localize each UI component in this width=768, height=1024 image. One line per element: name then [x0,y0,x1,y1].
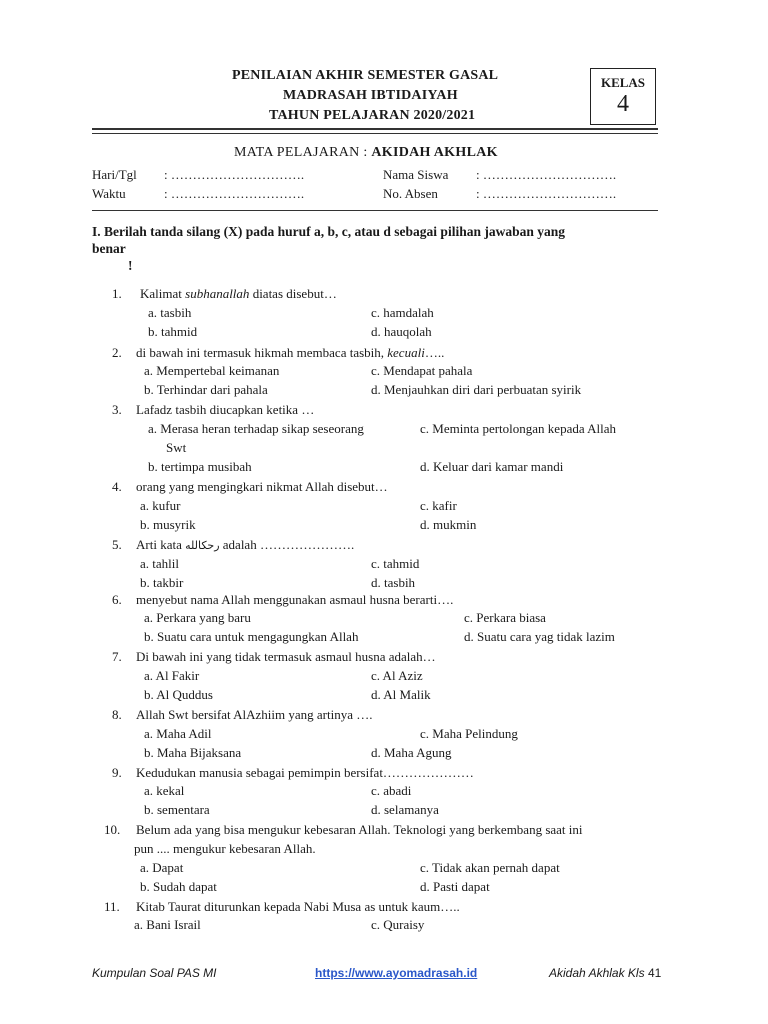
option[interactable]: c. kafir [420,498,457,513]
instruction [92,223,662,274]
option[interactable]: b. Maha Bijaksana [144,745,242,760]
question-text: Allah Swt bersifat AlAzhiim yang artinya …. [136,707,373,722]
waktu-value: : …………………………. [164,186,305,201]
option[interactable]: b. musyrik [140,517,196,532]
question-number: 6. [112,592,122,607]
hari-label: Hari/Tgl [92,167,137,182]
option[interactable]: d. hauqolah [371,324,432,339]
subject-label: MATA PELAJARAN : [234,145,372,160]
question-number: 4. [112,479,122,494]
question-text: Kalimat subhanallah diatas disebut… [140,286,337,301]
subject-line [234,145,498,161]
question-text: menyebut nama Allah menggunakan asmaul husna berarti…. [136,592,454,607]
option[interactable]: a. Mempertebal keimanan [144,363,280,378]
option[interactable]: d. Al Malik [371,687,431,702]
option[interactable]: b. sementara [144,802,210,817]
option[interactable]: a. Bani Israil [134,917,201,932]
question-text: Kedudukan manusia sebagai pemimpin bersifat………………… [136,765,474,780]
option[interactable]: c. Quraisy [371,917,425,932]
footer-right: Akidah Akhlak Kls 41 [549,966,662,980]
header-title-line1: PENILAIAN AKHIR SEMESTER GASAL [232,68,499,83]
nama-value: : …………………………. [476,167,617,182]
hari-value: : …………………………. [164,167,305,182]
question-number: 11. [104,899,120,914]
option[interactable]: c. Al Aziz [371,668,423,683]
info-divider [92,210,658,211]
footer-link[interactable] [315,966,477,980]
question-text: Kitab Taurat diturunkan kepada Nabi Musa as untuk kaum….. [136,899,460,914]
question-number: 1. [112,286,122,301]
option[interactable]: c. abadi [371,783,412,798]
header-title-line3: TAHUN PELAJARAN 2020/2021 [269,108,476,123]
option[interactable]: b. Sudah dapat [140,879,217,894]
option[interactable]: d. Menjauhkan diri dari perbuatan syirik [371,382,582,397]
option[interactable]: b. Terhindar dari pahala [144,382,268,397]
question-number: 3. [112,402,122,417]
instruction-line2: benar [92,241,126,256]
option[interactable]: b. Suatu cara untuk mengagungkan Allah [144,629,359,644]
option-continuation: Swt [166,440,187,455]
question-text: Lafadz tasbih diucapkan ketika … [136,402,315,417]
option[interactable]: d. mukmin [420,517,477,532]
option[interactable]: d. Pasti dapat [420,879,490,894]
question-text: di bawah ini termasuk hikmah membaca tasbih, kecuali….. [136,345,445,360]
question-text: Di bawah ini yang tidak termasuk asmaul husna adalah… [136,649,436,664]
option[interactable]: a. Perkara yang baru [144,610,251,625]
question-number: 8. [112,707,122,722]
question-number: 5. [112,537,122,552]
option[interactable]: a. Maha Adil [144,726,212,741]
option[interactable]: d. Keluar dari kamar mandi [420,459,564,474]
option[interactable]: c. Maha Pelindung [420,726,518,741]
question-text: orang yang mengingkari nikmat Allah disebut… [136,479,388,494]
question-text-continuation: pun .... mengukur kebesaran Allah. [134,841,316,856]
option[interactable]: c. Meminta pertolongan kepada Allah [420,421,617,436]
website-link[interactable]: https://www.ayomadrasah.id [315,966,478,980]
option[interactable]: b. tertimpa musibah [148,459,252,474]
nama-label: Nama Siswa [383,167,449,182]
option[interactable]: a. tasbih [148,305,192,320]
option[interactable]: b. Al Quddus [144,687,213,702]
option[interactable]: a. Al Fakir [144,668,200,683]
page-number: 41 [647,966,662,980]
arabic-word: رحكالله [185,539,220,552]
option[interactable]: b. takbir [140,575,184,590]
question-text: Arti kata رحكالله adalah …………………. [136,537,355,552]
question-number: 2. [112,345,122,360]
option[interactable]: a. tahlil [140,556,179,571]
option[interactable]: c. Mendapat pahala [371,363,473,378]
header-divider [92,128,658,134]
option[interactable]: c. Perkara biasa [464,610,546,625]
subject-value: AKIDAH AKHLAK [371,145,498,160]
option[interactable]: d. Suatu cara yag tidak lazim [464,629,615,644]
instruction-line3: ! [128,258,133,273]
absen-value: : …………………………. [476,186,617,201]
footer-left: Kumpulan Soal PAS MI [92,966,217,980]
option[interactable]: a. kufur [140,498,181,513]
question-number: 7. [112,649,122,664]
option[interactable]: a. Dapat [140,860,184,875]
absen-label: No. Absen [383,186,438,201]
option[interactable]: c. Tidak akan pernah dapat [420,860,560,875]
option[interactable]: c. tahmid [371,556,420,571]
option[interactable]: d. selamanya [371,802,439,817]
question-number: 9. [112,765,122,780]
option[interactable]: b. tahmid [148,324,198,339]
question-text: Belum ada yang bisa mengukur kebesaran Allah. Teknologi yang berkembang saat ini [136,822,583,837]
kelas-box [590,68,656,125]
option[interactable]: a. Merasa heran terhadap sikap seseorang [148,421,364,436]
option[interactable]: c. hamdalah [371,305,434,320]
kelas-value: 4 [617,91,629,117]
header-title-line2: MADRASAH IBTIDAIYAH [283,88,458,103]
waktu-label: Waktu [92,186,126,201]
option[interactable]: d. Maha Agung [371,745,452,760]
question-number: 10. [104,822,121,837]
kelas-label: KELAS [600,75,646,90]
instruction-line1: I. Berilah tanda silang (X) pada huruf a, b, c, atau d sebagai pilihan jawaban yang [92,224,565,239]
option[interactable]: d. tasbih [371,575,416,590]
option[interactable]: a. kekal [144,783,185,798]
